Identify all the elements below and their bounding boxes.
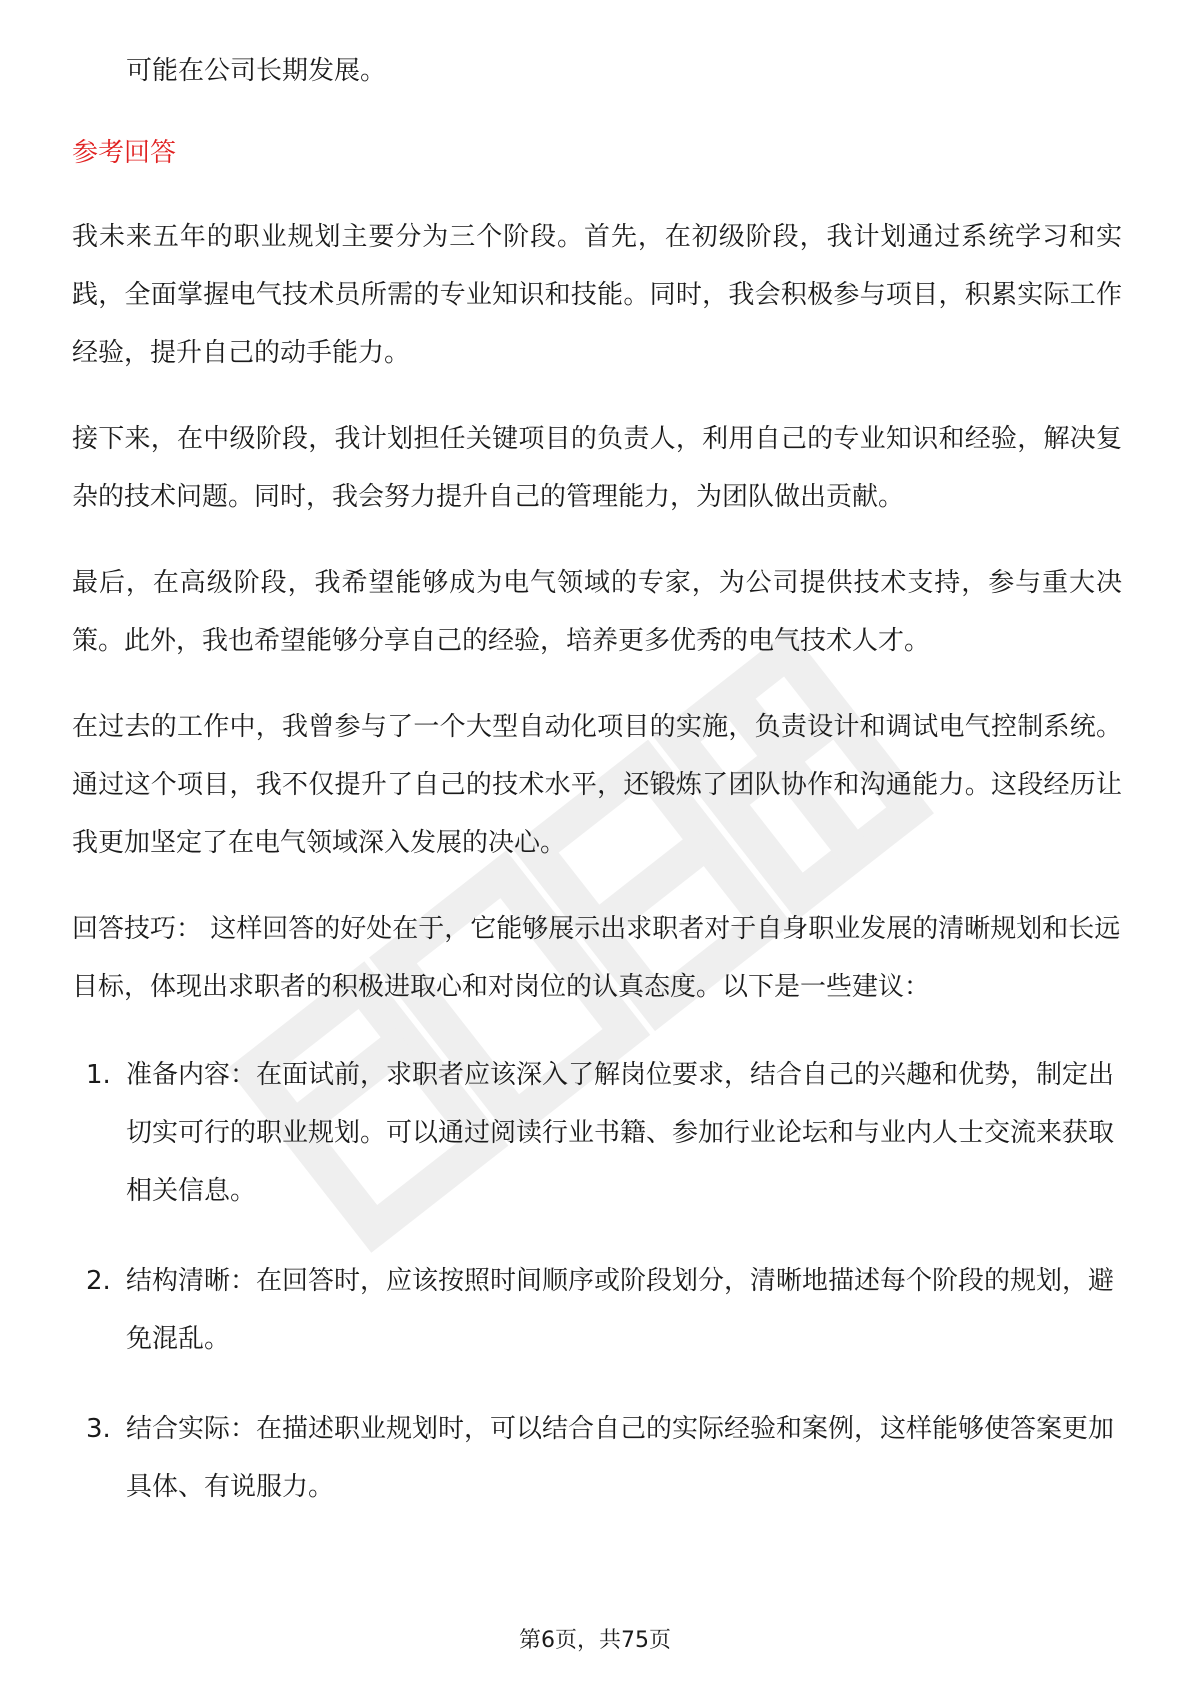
answer-paragraph: 在过去的工作中，我曾参与了一个大型自动化项目的实施，负责设计和调试电气控制系统。通过这个项目，我不仅提升了自己的技术水平，还锻炼了团队协作和沟通能力。这段经历让我更加坚定了在电气领域深入发展的决心。 bbox=[72, 712, 1122, 858]
reference-answer-heading: 参考回答 bbox=[72, 138, 177, 168]
document-body bbox=[72, 42, 1122, 1548]
answer-paragraph: 最后，在高级阶段，我希望能够成为电气领域的专家，为公司提供技术支持，参与重大决策。此外，我也希望能够分享自己的经验，培养更多优秀的电气技术人才。 bbox=[72, 568, 1122, 656]
list-item-number: 1. bbox=[86, 1060, 111, 1090]
continuation-line: 可能在公司长期发展。 bbox=[126, 56, 387, 86]
list-item-number: 2. bbox=[86, 1266, 111, 1296]
suggestion-list bbox=[72, 1046, 1122, 1516]
list-item-text: 结构清晰：在回答时，应该按照时间顺序或阶段划分，清晰地描述每个阶段的规划，避免混乱。 bbox=[126, 1266, 1115, 1354]
answer-paragraph: 接下来，在中级阶段，我计划担任关键项目的负责人，利用自己的专业知识和经验，解决复杂的技术问题。同时，我会努力提升自己的管理能力，为团队做出贡献。 bbox=[72, 424, 1122, 512]
list-item bbox=[72, 1252, 1122, 1368]
list-item bbox=[72, 1046, 1122, 1220]
answer-tips: 回答技巧： 这样回答的好处在于，它能够展示出求职者对于自身职业发展的清晰规划和长远目标，体现出求职者的积极进取心和对岗位的认真态度。以下是一些建议： bbox=[72, 914, 1121, 1002]
list-item-text: 结合实际：在描述职业规划时，可以结合自己的实际经验和案例，这样能够使答案更加具体、有说服力。 bbox=[126, 1414, 1115, 1502]
page-number-footer: 第6页，共75页 bbox=[519, 1628, 671, 1653]
list-item bbox=[72, 1400, 1122, 1516]
answer-paragraph: 我未来五年的职业规划主要分为三个阶段。首先，在初级阶段，我计划通过系统学习和实践，全面掌握电气技术员所需的专业知识和技能。同时，我会积极参与项目，积累实际工作经验，提升自己的动手能力。 bbox=[72, 222, 1122, 368]
list-item-number: 3. bbox=[86, 1414, 111, 1444]
list-item-text: 准备内容：在面试前，求职者应该深入了解岗位要求，结合自己的兴趣和优势，制定出切实可行的职业规划。可以通过阅读行业书籍、参加行业论坛和与业内人士交流来获取相关信息。 bbox=[126, 1060, 1115, 1206]
